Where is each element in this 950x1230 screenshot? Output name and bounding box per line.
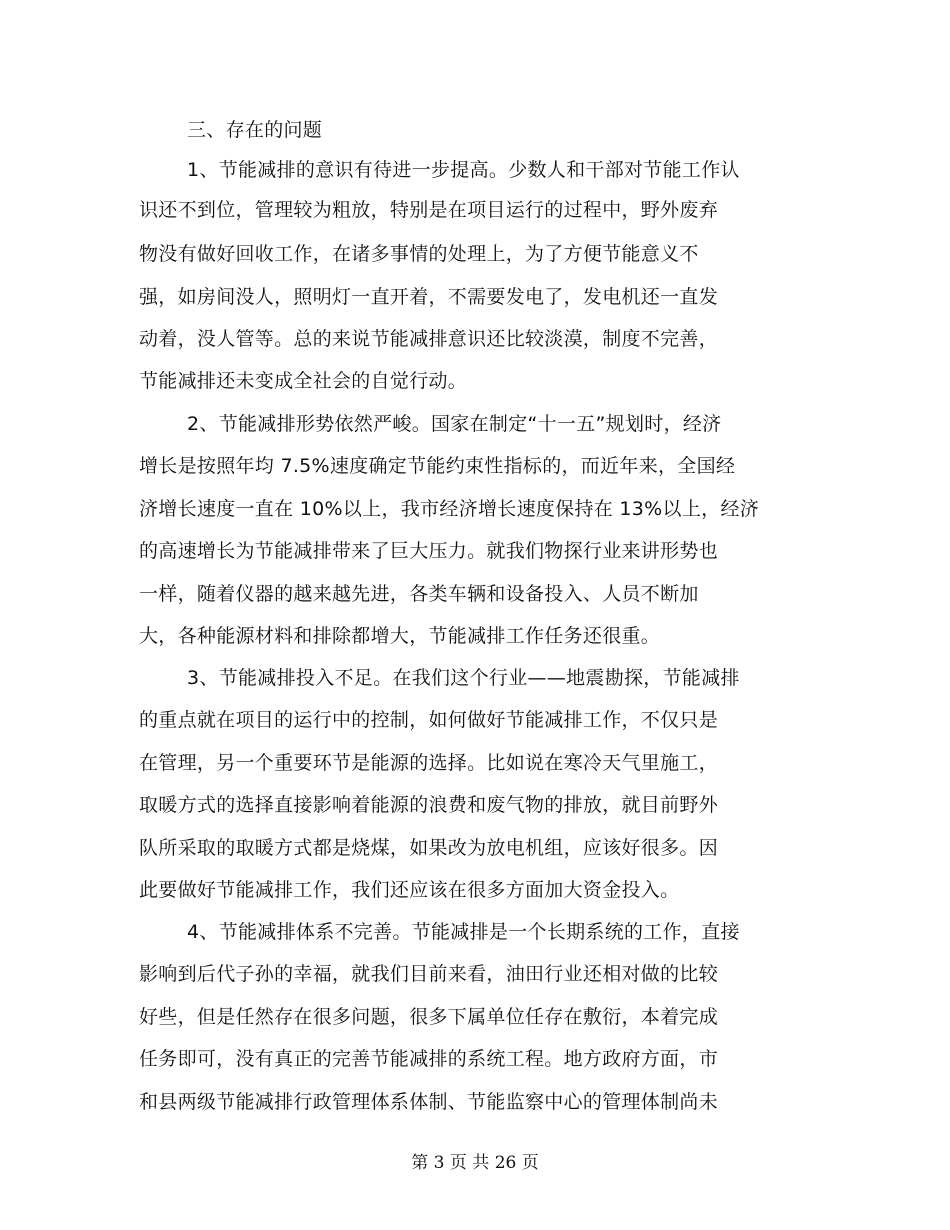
text-line: 识还不到位，管理较为粗放，特别是在项目运行的过程中，野外废弃	[139, 199, 719, 221]
text-line: 2、节能减排形势依然严峻。国家在制定“十一五”规划时，经济	[187, 413, 722, 435]
text-line: 济增长速度一直在 10%以上，我市经济增长速度保持在 13%以上，经济	[139, 498, 760, 520]
text-line: 1、节能减排的意识有待进一步提高。少数人和干部对节能工作认	[187, 159, 740, 181]
text-line: 节能减排还未变成全社会的自觉行动。	[139, 370, 468, 392]
text-line: 4、节能减排体系不完善。节能减排是一个长期系统的工作，直接	[187, 921, 740, 943]
text-line: 一样，随着仪器的越来越先进，各类车辆和设备投入、人员不断加	[139, 583, 699, 605]
text-line: 好些，但是任然存在很多问题，很多下属单位任存在敷衍，本着完成	[139, 1006, 719, 1028]
text-line: 3、节能减排投入不足。在我们这个行业——地震勘探，节能减排	[187, 667, 740, 689]
text-line: 取暖方式的选择直接影响着能源的浪费和废气物的排放，就目前野外	[139, 794, 719, 816]
text-line: 增长是按照年均 7.5%速度确定节能约束性指标的，而近年来，全国经	[139, 455, 736, 477]
text-line: 强，如房间没人，照明灯一直开着，不需要发电了，发电机还一直发	[139, 286, 719, 308]
text-line: 大，各种能源材料和排除都增大，节能减排工作任务还很重。	[139, 625, 661, 647]
text-line: 的重点就在项目的运行中的控制，如何做好节能减排工作，不仅只是	[139, 709, 719, 731]
section-heading: 三、存在的问题	[187, 119, 323, 141]
text-line: 动着，没人管等。总的来说节能减排意识还比较淡漠，制度不完善，	[139, 328, 719, 350]
text-line: 在管理，另一个重要环节是能源的选择。比如说在寒冷天气里施工，	[139, 752, 719, 774]
text-line: 和县两级节能减排行政管理体系体制、节能监察中心的管理体制尚未	[139, 1091, 719, 1113]
text-line: 队所采取的取暖方式都是烧煤，如果改为放电机组，应该好很多。因	[139, 837, 719, 859]
text-line: 的高速增长为节能减排带来了巨大压力。就我们物探行业来讲形势也	[139, 540, 719, 562]
page-number-footer: 第 3 页 共 26 页	[411, 1153, 539, 1173]
text-line: 此要做好节能减排工作，我们还应该在很多方面加大资金投入。	[139, 879, 680, 901]
text-line: 物没有做好回收工作，在诸多事情的处理上，为了方便节能意义不	[139, 243, 699, 265]
text-line: 任务即可，没有真正的完善节能减排的系统工程。地方政府方面，市	[139, 1048, 719, 1070]
text-line: 影响到后代子孙的幸福，就我们目前来看，油田行业还相对做的比较	[139, 963, 719, 985]
